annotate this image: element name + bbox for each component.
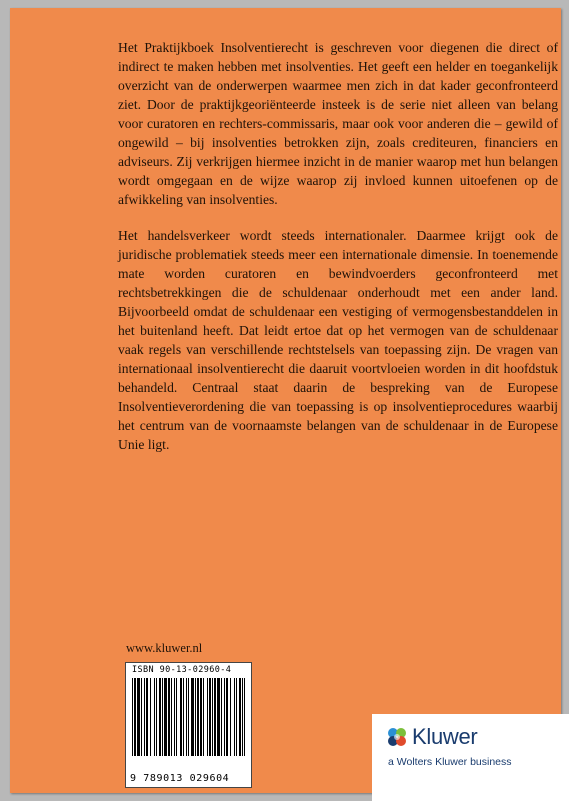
isbn-barcode	[125, 662, 252, 788]
publisher-website: www.kluwer.nl	[126, 641, 203, 655]
back-cover	[10, 8, 561, 793]
publisher-name: Kluwer	[412, 724, 478, 749]
blurb-paragraph-2: Het handelsverkeer wordt steeds internationaler. Daarmee krijgt ook de juridische problematiek steeds meer een internationale dimensie. In toenemende mate worden curatoren en bewindvoerders geconfronteerd met rechtsbetrekkingen die de schuldenaar onderhoudt met een ander land. Bijvoorbeeld omdat de schuldenaar een vestiging of vermogensbestanddelen in het buitenland heeft. Dat leidt ertoe dat op het vermogen van de schuldenaar vaak regels van verschillende rechtstelsels van toepassing zijn. De vragen van internationaal insolventierecht die daaruit voortvloeien worden in dit hoofdstuk behandeld. Centraal staat daarin de bespreking van de Europese Insolventieverordening die van toepassing is op insolventieprocedures waarbij het centrum van de voornaamste belangen van de schuldenaar in de Europese Unie ligt.	[118, 228, 558, 452]
wolters-kluwer-globe-icon	[386, 726, 408, 748]
publisher-tagline: a Wolters Kluwer business	[388, 756, 512, 768]
publisher-logo	[372, 714, 569, 801]
isbn-label: ISBN 90-13-02960-4	[132, 665, 232, 675]
barcode-bars	[132, 678, 245, 756]
blurb-paragraph-1: Het Praktijkboek Insolventierecht is geschreven voor diegenen die direct of indirect te maken hebben met insolventies. Het geeft een helder en toegankelijk overzicht van de onderwerpen waarmee men zich in dat kader geconfronteerd ziet. Door de praktijkgeoriënteerde insteek is de serie niet alleen van belang voor curatoren en rechters-commissaris, maar ook voor anderen die – gewild of ongewild – bij insolventies betrokken zijn, zoals crediteuren, financiers en adviseurs. Zij verkrijgen hiermee inzicht in de manier waarop met hun belangen wordt omgegaan en de wijze waarop zij invloed kunnen uitoefenen op de afwikkeling van insolventies.	[118, 40, 558, 207]
barcode-digits: 9 789013 029604	[130, 773, 230, 784]
blurb-text	[118, 38, 558, 471]
